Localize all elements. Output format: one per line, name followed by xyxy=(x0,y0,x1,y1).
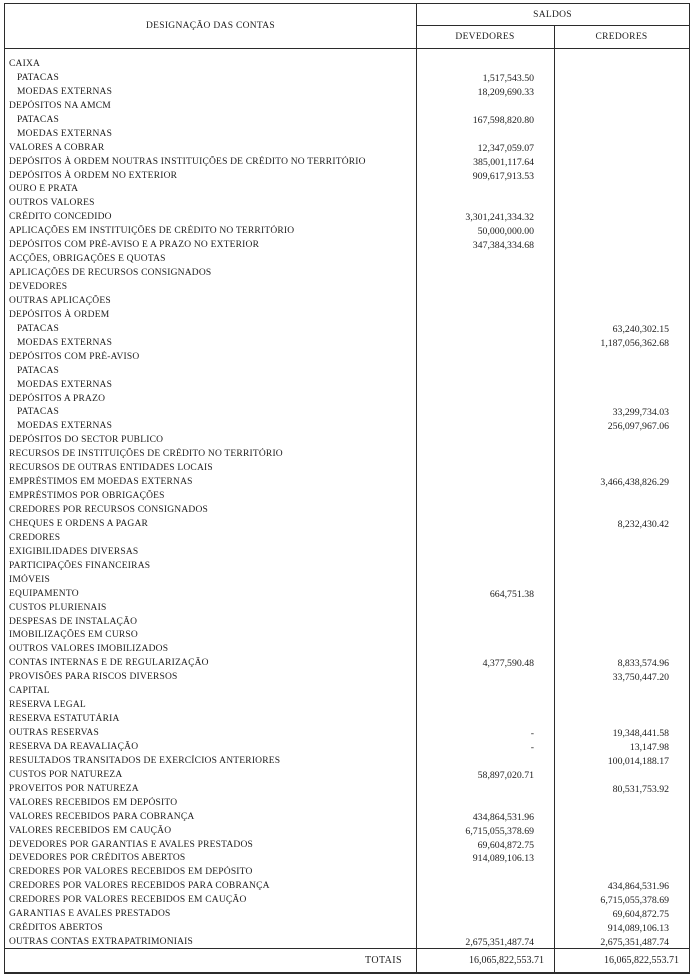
table-row xyxy=(5,295,689,309)
devedores-value: 58,897,020.71 xyxy=(477,769,534,781)
credores-value xyxy=(554,574,689,588)
credores-value xyxy=(554,351,689,365)
table-row xyxy=(5,741,689,755)
account-label: VALORES RECEBIDOS PARA COBRANÇA xyxy=(9,811,195,822)
credores-value xyxy=(554,434,689,448)
devedores-value xyxy=(416,309,554,323)
column-divider-devedores-credores xyxy=(554,26,555,972)
account-label: RESERVA DA REAVALIAÇÃO xyxy=(9,741,139,752)
credores-value xyxy=(554,295,689,309)
account-label: CRÉDITOS ABERTOS xyxy=(9,923,103,934)
credores-value: 434,864,531.96 xyxy=(607,881,669,893)
table-row xyxy=(5,546,689,560)
column-divider-designacao-devedores xyxy=(416,4,417,972)
credores-value xyxy=(554,685,689,699)
account-label: CHEQUES E ORDENS A PAGAR xyxy=(9,518,149,529)
account-label: VALORES RECEBIDOS EM CAUÇÃO xyxy=(9,825,172,836)
credores-value xyxy=(554,142,689,156)
table-row xyxy=(5,434,689,448)
credores-value: 914,089,106.13 xyxy=(607,923,669,935)
devedores-value: 347,384,334.68 xyxy=(472,240,534,252)
header-saldos: SALDOS xyxy=(416,4,689,26)
account-label: IMÓVEIS xyxy=(9,574,50,585)
account-label: VALORES A COBRAR xyxy=(9,142,105,153)
table-row xyxy=(5,351,689,365)
table-row xyxy=(5,588,689,602)
devedores-value: 167,598,820.80 xyxy=(472,114,534,126)
table-row xyxy=(5,657,689,671)
devedores-value xyxy=(416,504,554,518)
devedores-value xyxy=(416,295,554,309)
account-label: DEPÓSITOS À ORDEM xyxy=(9,309,110,320)
account-label: DEPÓSITOS COM PRÉ-AVISO E A PRAZO NO EXTERIOR xyxy=(9,240,260,251)
account-label: DEVEDORES xyxy=(9,282,68,292)
account-label: RECURSOS DE OUTRAS ENTIDADES LOCAIS xyxy=(9,463,213,474)
account-label: OUTRAS APLICAÇÕES xyxy=(9,295,111,306)
table-row xyxy=(5,406,689,420)
account-label: DEPÓSITOS A PRAZO xyxy=(9,393,106,404)
account-label: CREDORES POR VALORES RECEBIDOS EM DEPÓSITO xyxy=(9,867,253,878)
devedores-value: 4,377,590.48 xyxy=(482,658,534,670)
table-row xyxy=(5,560,689,574)
table-row xyxy=(5,476,689,490)
totals-devedores-value: 16,065,822,553.71 xyxy=(469,955,544,966)
account-label: PATACAS xyxy=(17,114,60,125)
table-row xyxy=(5,894,689,908)
credores-value xyxy=(554,239,689,253)
table-row xyxy=(5,908,689,922)
account-label: CREDORES POR VALORES RECEBIDOS PARA COBRANÇA xyxy=(9,881,270,892)
table-row xyxy=(5,602,689,616)
table-row xyxy=(5,448,689,462)
account-label: DESPESAS DE INSTALAÇÃO xyxy=(9,616,138,627)
devedores-value xyxy=(416,490,554,504)
table-row xyxy=(5,365,689,379)
table-row xyxy=(5,239,689,253)
account-label: VALORES RECEBIDOS EM DEPÓSITO xyxy=(9,797,178,808)
account-label: CAPITAL xyxy=(9,686,50,697)
account-label: OUTRAS RESERVAS xyxy=(9,728,99,738)
devedores-value xyxy=(416,281,554,295)
table-row xyxy=(5,922,689,936)
account-label: CREDORES xyxy=(9,532,61,543)
devedores-value xyxy=(416,866,554,880)
table-body xyxy=(5,49,689,948)
credores-value xyxy=(554,379,689,393)
credores-value xyxy=(554,309,689,323)
devedores-value xyxy=(416,406,554,420)
header-credores: CREDORES xyxy=(595,32,648,42)
credores-value: 33,299,734.03 xyxy=(612,407,669,419)
devedores-value: - xyxy=(530,741,534,753)
devedores-value xyxy=(416,100,554,114)
credores-value xyxy=(554,602,689,616)
devedores-value xyxy=(416,797,554,811)
devedores-value xyxy=(416,393,554,407)
table-row xyxy=(5,114,689,128)
totals-credores-value: 16,065,822,553.71 xyxy=(604,955,679,966)
table-row xyxy=(5,616,689,630)
credores-value: 256,097,967.06 xyxy=(607,421,669,433)
account-label: RESERVA LEGAL xyxy=(9,700,86,711)
table-row xyxy=(5,643,689,657)
devedores-value xyxy=(416,629,554,643)
account-label: EMPRÉSTIMOS EM MOEDAS EXTERNAS xyxy=(9,477,193,488)
devedores-value xyxy=(416,197,554,211)
credores-value xyxy=(554,183,689,197)
credores-value xyxy=(554,86,689,100)
account-label: MOEDAS EXTERNAS xyxy=(17,128,113,139)
devedores-value xyxy=(416,351,554,365)
totals-row xyxy=(5,948,689,972)
credores-value: 19,348,441.58 xyxy=(612,728,669,739)
account-label: DEPÓSITOS NA AMCM xyxy=(9,100,111,111)
table-row xyxy=(5,58,689,72)
devedores-value xyxy=(416,183,554,197)
account-label: PROVISÕES PARA RISCOS DIVERSOS xyxy=(9,672,178,683)
account-label: MOEDAS EXTERNAS xyxy=(17,421,113,432)
devedores-value xyxy=(416,908,554,922)
table-row xyxy=(5,727,689,741)
devedores-value xyxy=(416,434,554,448)
table-row xyxy=(5,323,689,337)
credores-value xyxy=(554,156,689,170)
devedores-value: 3,301,241,334.32 xyxy=(465,212,534,224)
devedores-value xyxy=(416,880,554,894)
table-row xyxy=(5,86,689,100)
devedores-value xyxy=(416,267,554,281)
account-label: EMPRÉSTIMOS POR OBRIGAÇÕES xyxy=(9,491,165,502)
devedores-value: 434,864,531.96 xyxy=(472,811,534,823)
account-label: PROVEITOS POR NATUREZA xyxy=(9,783,139,794)
credores-value xyxy=(554,560,689,574)
credores-value: 1,187,056,362.68 xyxy=(600,337,669,349)
table-row xyxy=(5,839,689,853)
account-label: DEPÓSITOS DO SECTOR PUBLICO xyxy=(9,435,164,446)
devedores-value xyxy=(416,699,554,713)
devedores-value xyxy=(416,518,554,532)
credores-value xyxy=(554,170,689,184)
account-label: OURO E PRATA xyxy=(9,184,79,195)
devedores-value: 18,209,690.33 xyxy=(477,86,534,98)
table-row xyxy=(5,490,689,504)
table-row xyxy=(5,629,689,643)
credores-value xyxy=(554,629,689,643)
credores-value xyxy=(554,114,689,128)
devedores-value xyxy=(416,602,554,616)
header-devedores: DEVEDORES xyxy=(455,32,515,42)
table-row xyxy=(5,100,689,114)
credores-value xyxy=(554,546,689,560)
credores-value xyxy=(554,253,689,267)
devedores-value xyxy=(416,379,554,393)
devedores-value xyxy=(416,253,554,267)
devedores-value xyxy=(416,616,554,630)
credores-value: 8,232,430.42 xyxy=(617,518,669,530)
table-row xyxy=(5,197,689,211)
devedores-value xyxy=(416,922,554,936)
credores-value xyxy=(554,281,689,295)
account-label: PATACAS xyxy=(17,323,60,334)
credores-value xyxy=(554,866,689,880)
devedores-value xyxy=(416,755,554,769)
credores-value xyxy=(554,588,689,602)
credores-value: 3,466,438,826.29 xyxy=(600,477,669,489)
table-row xyxy=(5,811,689,825)
table-row xyxy=(5,462,689,476)
table-row xyxy=(5,72,689,86)
account-label: OUTRAS CONTAS EXTRAPATRIMONIAIS xyxy=(9,937,194,948)
account-label: RESULTADOS TRANSITADOS DE EXERCÍCIOS ANTERIORES xyxy=(9,755,281,766)
table-row xyxy=(5,379,689,393)
table-row xyxy=(5,685,689,699)
devedores-value xyxy=(416,58,554,72)
account-label: EQUIPAMENTO xyxy=(9,588,79,599)
table-row xyxy=(5,852,689,866)
credores-value xyxy=(554,267,689,281)
devedores-value: 914,089,106.13 xyxy=(472,853,534,865)
table-row xyxy=(5,337,689,351)
account-label: DEPÓSITOS COM PRÉ-AVISO xyxy=(9,351,140,362)
devedores-value: 6,715,055,378.69 xyxy=(465,825,534,837)
table-row xyxy=(5,393,689,407)
table-row xyxy=(5,253,689,267)
credores-value: 2,675,351,487.74 xyxy=(600,937,669,948)
devedores-value xyxy=(416,783,554,797)
account-label: PARTICIPAÇÕES FINANCEIRAS xyxy=(9,560,151,571)
credores-value xyxy=(554,58,689,72)
table-row xyxy=(5,574,689,588)
account-label: CONTAS INTERNAS E DE REGULARIZAÇÃO xyxy=(9,658,209,669)
account-label: IMOBILIZAÇÕES EM CURSO xyxy=(9,630,138,641)
header-designacao-das-contas: DESIGNAÇÃO DAS CONTAS xyxy=(145,21,276,31)
credores-value xyxy=(554,490,689,504)
devedores-value xyxy=(416,671,554,685)
devedores-value: 909,617,913.53 xyxy=(472,170,534,182)
credores-value xyxy=(554,825,689,839)
account-label: PATACAS xyxy=(17,365,60,376)
account-label: OUTROS VALORES IMOBILIZADOS xyxy=(9,644,169,655)
devedores-value xyxy=(416,685,554,699)
account-label: CREDORES POR RECURSOS CONSIGNADOS xyxy=(9,505,209,515)
credores-value: 13,147.98 xyxy=(629,741,669,753)
credores-value xyxy=(554,713,689,727)
account-label: MOEDAS EXTERNAS xyxy=(17,86,113,97)
table-row xyxy=(5,699,689,713)
account-label: OUTROS VALORES xyxy=(9,198,95,209)
devedores-value xyxy=(416,476,554,490)
table-row xyxy=(5,518,689,532)
table-row xyxy=(5,128,689,142)
devedores-value xyxy=(416,560,554,574)
table-row xyxy=(5,880,689,894)
table-header xyxy=(5,4,689,49)
account-label: DEVEDORES POR CRÉDITOS ABERTOS xyxy=(9,853,186,864)
credores-value xyxy=(554,797,689,811)
account-label: DEPÓSITOS À ORDEM NOUTRAS INSTITUIÇÕES DE CRÉDITO NO TERRITÓRIO xyxy=(9,156,366,167)
account-label: CAIXA xyxy=(9,59,41,69)
devedores-value: 69,604,872.75 xyxy=(477,839,534,851)
credores-value xyxy=(554,72,689,86)
devedores-value xyxy=(416,713,554,727)
credores-value xyxy=(554,128,689,142)
credores-value: 80,531,753.92 xyxy=(612,783,669,795)
table-row xyxy=(5,671,689,685)
credores-value xyxy=(554,365,689,379)
table-row xyxy=(5,866,689,880)
table-row xyxy=(5,170,689,184)
account-label: RECURSOS DE INSTITUIÇÕES DE CRÉDITO NO TERRITÓRIO xyxy=(9,449,283,460)
credores-value: 100,014,188.17 xyxy=(607,755,669,767)
table-row xyxy=(5,420,689,434)
credores-value xyxy=(554,839,689,853)
credores-value: 63,240,302.15 xyxy=(612,323,669,335)
credores-value: 6,715,055,378.69 xyxy=(600,895,669,907)
account-label: CUSTOS POR NATUREZA xyxy=(9,769,123,780)
table-row xyxy=(5,936,689,948)
devedores-value: 1,517,543.50 xyxy=(482,72,534,84)
credores-value xyxy=(554,448,689,462)
table-row xyxy=(5,142,689,156)
devedores-value xyxy=(416,128,554,142)
table-row xyxy=(5,825,689,839)
account-label: MOEDAS EXTERNAS xyxy=(17,379,113,390)
table-row xyxy=(5,532,689,546)
table-row xyxy=(5,267,689,281)
account-label: MOEDAS EXTERNAS xyxy=(17,337,113,348)
devedores-value: 2,675,351,487.74 xyxy=(465,937,534,948)
devedores-value: 50,000,000.00 xyxy=(477,226,534,238)
devedores-value: 664,751.38 xyxy=(489,588,534,600)
credores-value xyxy=(554,532,689,546)
devedores-value xyxy=(416,448,554,462)
table-row xyxy=(5,769,689,783)
credores-value xyxy=(554,393,689,407)
table-row xyxy=(5,755,689,769)
credores-value xyxy=(554,699,689,713)
accounts-table xyxy=(4,3,690,974)
account-label: CRÉDITO CONCEDIDO xyxy=(9,212,112,223)
devedores-value xyxy=(416,323,554,337)
credores-value xyxy=(554,197,689,211)
table-row xyxy=(5,504,689,518)
totals-label: TOTAIS xyxy=(365,955,402,966)
account-label: GARANTIAS E AVALES PRESTADOS xyxy=(9,909,171,920)
table-row xyxy=(5,156,689,170)
table-row xyxy=(5,281,689,295)
account-label: RESERVA ESTATUTÁRIA xyxy=(9,714,120,725)
devedores-value xyxy=(416,420,554,434)
devedores-value xyxy=(416,337,554,351)
credores-value xyxy=(554,211,689,225)
devedores-value: - xyxy=(530,728,534,739)
credores-value xyxy=(554,769,689,783)
table-row xyxy=(5,309,689,323)
account-label: DEPÓSITOS À ORDEM NO EXTERIOR xyxy=(9,170,178,181)
credores-value xyxy=(554,616,689,630)
account-label: CUSTOS PLURIENAIS xyxy=(9,602,107,613)
table-row xyxy=(5,211,689,225)
credores-value xyxy=(554,225,689,239)
account-label: DEVEDORES POR GARANTIAS E AVALES PRESTADOS xyxy=(9,839,254,850)
account-label: EXIGIBILIDADES DIVERSAS xyxy=(9,546,139,557)
account-label: CREDORES POR VALORES RECEBIDOS EM CAUÇÃO xyxy=(9,895,247,906)
credores-value xyxy=(554,100,689,114)
credores-value xyxy=(554,504,689,518)
account-label: APLICAÇÕES DE RECURSOS CONSIGNADOS xyxy=(9,268,212,279)
account-label: PATACAS xyxy=(17,407,60,418)
credores-value: 33,750,447.20 xyxy=(612,672,669,684)
table-row xyxy=(5,797,689,811)
credores-value: 69,604,872.75 xyxy=(612,909,669,921)
devedores-value: 12,347,059.07 xyxy=(477,142,534,154)
devedores-value xyxy=(416,894,554,908)
table-row xyxy=(5,783,689,797)
devedores-value xyxy=(416,574,554,588)
credores-value: 8,833,574.96 xyxy=(617,658,669,670)
devedores-value xyxy=(416,532,554,546)
credores-value xyxy=(554,852,689,866)
credores-value xyxy=(554,811,689,825)
devedores-value xyxy=(416,462,554,476)
credores-value xyxy=(554,462,689,476)
devedores-value xyxy=(416,643,554,657)
devedores-value: 385,001,117.64 xyxy=(473,156,534,168)
table-row xyxy=(5,183,689,197)
account-label: APLICAÇÕES EM INSTITUIÇÕES DE CRÉDITO NO TERRITÓRIO xyxy=(9,226,295,237)
table-row xyxy=(5,713,689,727)
devedores-value xyxy=(416,365,554,379)
account-label: ACÇÕES, OBRIGAÇÕES E QUOTAS xyxy=(9,254,166,265)
table-row xyxy=(5,225,689,239)
devedores-value xyxy=(416,546,554,560)
credores-value xyxy=(554,643,689,657)
account-label: PATACAS xyxy=(17,72,60,83)
